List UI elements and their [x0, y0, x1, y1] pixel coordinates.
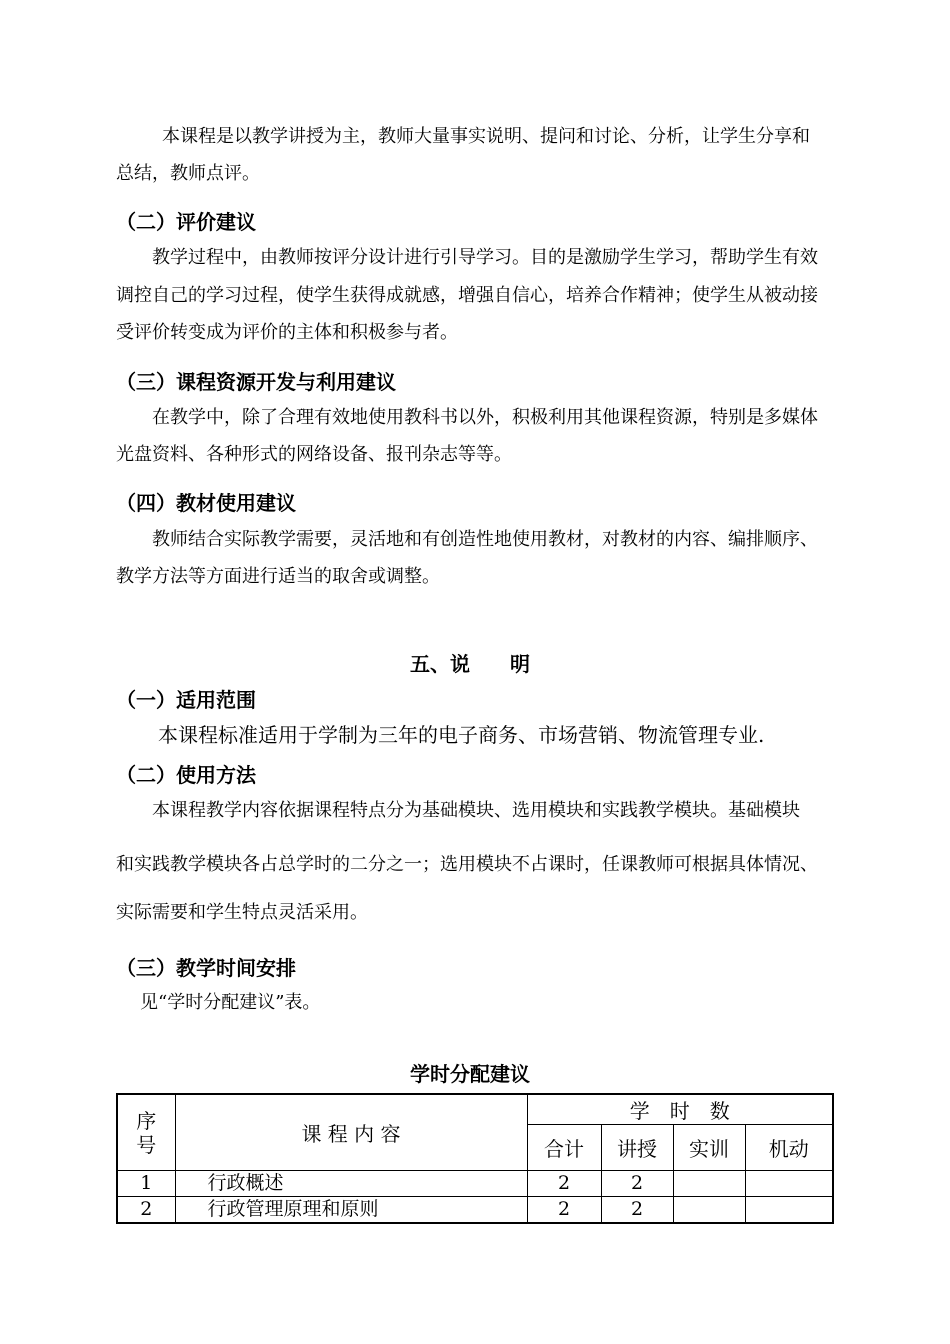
resources-heading: （三）课程资源开发与利用建议 — [116, 370, 396, 394]
method-paragraph-line1: 本课程是以教学讲授为主，教师大量事实说明、提问和讨论、分析，让学生分享和 — [162, 126, 810, 147]
header-flexible: 机动 — [745, 1125, 833, 1171]
usage-heading: （二）使用方法 — [116, 763, 256, 787]
header-lecture: 讲授 — [601, 1125, 673, 1171]
table-title: 学时分配建议 — [410, 1062, 530, 1086]
hours-table — [116, 1093, 834, 1224]
row-flexible — [745, 1197, 833, 1224]
row-index: 2 — [117, 1197, 175, 1224]
row-practice — [673, 1197, 745, 1224]
usage-text-line3: 实际需要和学生特点灵活采用。 — [116, 902, 368, 923]
textbook-text-line1: 教师结合实际教学需要，灵活地和有创造性地使用教材，对教材的内容、编排顺序、 — [152, 529, 818, 550]
section5-title: 五、说 明 — [410, 652, 530, 676]
row-total: 2 — [527, 1197, 601, 1224]
scope-heading: （一）适用范围 — [116, 688, 256, 712]
table-row — [117, 1197, 833, 1224]
eval-text-line1: 教学过程中，由教师按评分设计进行引导学习。目的是激励学生学习，帮助学生有效 — [152, 247, 818, 268]
row-index: 1 — [117, 1171, 175, 1197]
header-total: 合计 — [527, 1125, 601, 1171]
resources-text-line1: 在教学中，除了合理有效地使用教科书以外，积极利用其他课程资源，特别是多媒体 — [152, 407, 818, 428]
row-lecture: 2 — [601, 1197, 673, 1224]
header-hours: 学 时 数 — [527, 1094, 833, 1125]
resources-text-line2: 光盘资料、各种形式的网络设备、报刊杂志等等。 — [116, 444, 512, 465]
usage-text-line1: 本课程教学内容依据课程特点分为基础模块、选用模块和实践教学模块。基础模块 — [152, 800, 800, 821]
eval-heading: （二）评价建议 — [116, 210, 256, 234]
row-lecture: 2 — [601, 1171, 673, 1197]
usage-text-line2: 和实践教学模块各占总学时的二分之一；选用模块不占课时，任课教师可根据具体情况、 — [116, 854, 818, 875]
eval-text-line2: 调控自己的学习过程，使学生获得成就感，增强自信心，培养合作精神；使学生从被动接 — [116, 285, 818, 306]
schedule-text: 见“学时分配建议”表。 — [140, 992, 321, 1013]
header-practice: 实训 — [673, 1125, 745, 1171]
row-content: 行政管理原理和原则 — [175, 1197, 527, 1224]
textbook-heading: （四）教材使用建议 — [116, 491, 296, 515]
method-paragraph-line2: 总结，教师点评。 — [116, 163, 260, 184]
table-row — [117, 1171, 833, 1197]
schedule-heading: （三）教学时间安排 — [116, 956, 296, 980]
header-index: 序 号 — [117, 1094, 175, 1171]
eval-text-line3: 受评价转变成为评价的主体和积极参与者。 — [116, 322, 458, 343]
row-flexible — [745, 1171, 833, 1197]
row-total: 2 — [527, 1171, 601, 1197]
scope-text: 本课程标准适用于学制为三年的电子商务、市场营销、物流管理专业. — [158, 723, 765, 747]
row-practice — [673, 1171, 745, 1197]
textbook-text-line2: 教学方法等方面进行适当的取舍或调整。 — [116, 566, 440, 587]
header-content: 课 程 内 容 — [175, 1094, 527, 1171]
row-content: 行政概述 — [175, 1171, 527, 1197]
